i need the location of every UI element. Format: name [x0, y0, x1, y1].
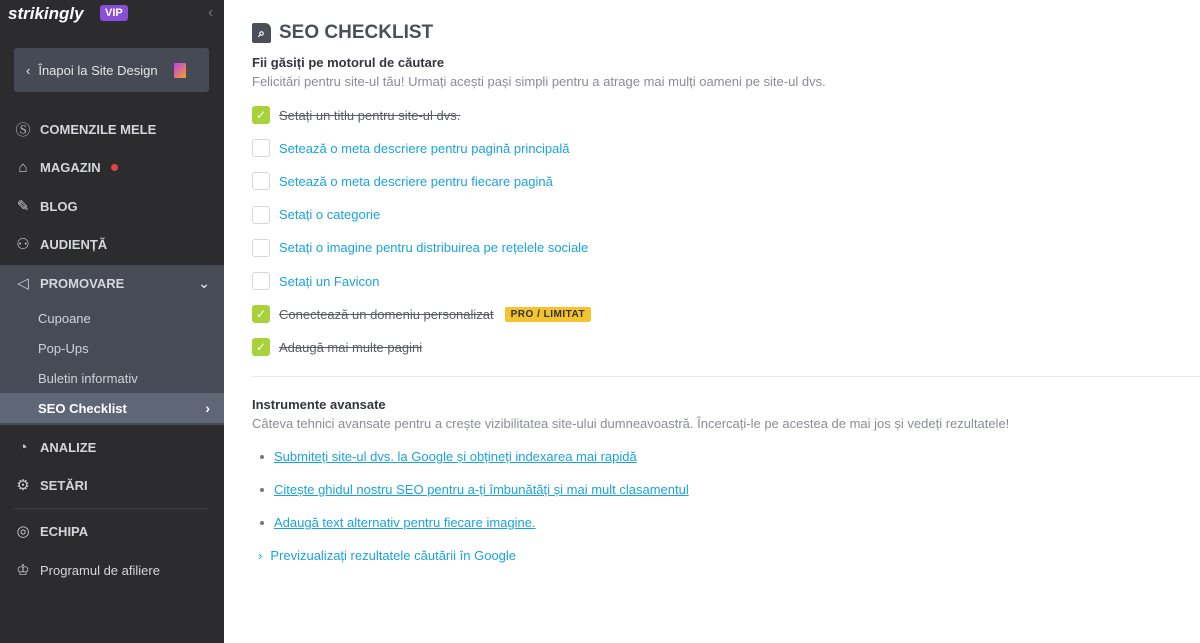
label: ECHIPA	[40, 523, 89, 539]
label: BLOG	[40, 198, 78, 214]
document-icon	[174, 63, 186, 78]
label: Programul de afiliere	[40, 562, 160, 578]
sidebar-subitem-seo-checklist[interactable]	[0, 393, 224, 423]
vip-badge: VIP	[100, 5, 128, 21]
label: SETĂRI	[40, 477, 88, 493]
checklist-label[interactable]: Setați o categorie	[279, 207, 381, 223]
divider	[14, 508, 209, 509]
chevron-right-icon: ›	[258, 548, 263, 563]
link-item	[260, 449, 637, 465]
checklist-label: Adaugă mai multe pagini	[279, 339, 423, 355]
store-icon: ⌂	[18, 158, 28, 176]
checklist-item[interactable]	[252, 205, 380, 225]
pro-limited-badge: PRO / LIMITAT	[505, 307, 591, 322]
link-item	[260, 515, 536, 531]
checkbox[interactable]: ✓	[252, 106, 270, 124]
submit-to-google-link[interactable]: Submiteți site-ul dvs. la Google și obțineți indexarea mai rapidă	[274, 449, 637, 464]
bullet	[260, 521, 264, 525]
label: MAGAZIN	[40, 159, 101, 175]
checkbox[interactable]	[252, 239, 270, 257]
sidebar-subitem-coupons[interactable]: Cupoane	[38, 310, 91, 326]
dollar-icon: Ⓢ	[15, 121, 31, 139]
divider	[252, 376, 1200, 377]
preview-label: Previzualizați rezultatele căutării în Google	[270, 548, 517, 563]
sidebar-subitem-popups[interactable]: Pop-Ups	[38, 340, 89, 356]
main-content	[224, 0, 1200, 643]
megaphone-icon: ◁	[17, 275, 29, 292]
checklist-item[interactable]	[252, 238, 588, 258]
users-icon: ⚇	[16, 236, 30, 253]
collapse-icon[interactable]: ‹	[208, 4, 214, 21]
checklist-item[interactable]	[252, 138, 570, 158]
sidebar-item-orders[interactable]	[0, 110, 224, 148]
alt-text-link[interactable]: Adaugă text alternativ pentru fiecare imagine.	[274, 515, 536, 530]
chevron-left-icon: ‹	[26, 62, 31, 78]
checklist-label[interactable]: Setează o meta descriere pentru pagină principală	[279, 140, 570, 156]
back-label: Înapoi la Site Design	[38, 62, 158, 78]
google-preview-toggle[interactable]	[258, 548, 516, 564]
title-text: SEO CHECKLIST	[279, 22, 434, 43]
seo-guide-link[interactable]: Citește ghidul nostru SEO pentru a-ți îmbunătăți și mai mult clasamentul	[274, 482, 689, 497]
checklist-label: Conectează un domeniu personalizat	[279, 306, 494, 322]
section-intro: Felicitări pentru site-ul tău! Urmați acești pași simpli pentru a atrage mai mulți oameni pe site-ul dvs.	[252, 74, 826, 89]
sidebar-item-audience[interactable]	[0, 225, 224, 263]
label: SEO Checklist	[38, 400, 127, 416]
quill-icon: ✎	[16, 198, 30, 215]
sidebar	[0, 0, 224, 643]
gear-icon: ⚙	[16, 477, 30, 494]
checklist-label[interactable]: Setează o meta descriere pentru fiecare pagină	[279, 173, 553, 189]
chevron-down-icon: ⌄	[198, 274, 210, 291]
sidebar-item-blog[interactable]	[0, 187, 224, 225]
bullet	[260, 488, 264, 492]
sidebar-item-settings[interactable]	[0, 466, 224, 504]
label: AUDIENȚĂ	[40, 236, 108, 252]
chevron-right-icon: ›	[205, 400, 210, 416]
advanced-heading: Instrumente avansate	[252, 397, 386, 412]
sidebar-item-promote[interactable]	[0, 264, 224, 302]
checklist-label[interactable]: Setați un Favicon	[279, 273, 380, 289]
page-title	[252, 22, 433, 44]
checklist-label[interactable]: Setați o imagine pentru distribuirea pe rețelele sociale	[279, 240, 589, 256]
sidebar-item-store[interactable]	[0, 148, 224, 186]
link-item	[260, 482, 689, 498]
checkbox[interactable]	[252, 172, 270, 190]
trophy-icon: ♔	[16, 562, 30, 579]
notification-dot	[111, 164, 118, 171]
logo[interactable]: strikingly	[8, 4, 84, 23]
sidebar-item-affiliate[interactable]	[0, 551, 224, 589]
seo-search-icon: ⌕	[252, 23, 271, 43]
checklist-item[interactable]	[252, 271, 379, 291]
pie-icon: ◔	[18, 438, 28, 456]
label: PROMOVARE	[40, 275, 125, 291]
checkbox[interactable]	[252, 272, 270, 290]
checkbox[interactable]: ✓	[252, 305, 270, 323]
back-to-site-design-button[interactable]	[14, 48, 209, 92]
checklist-item[interactable]	[252, 337, 422, 357]
sidebar-item-analytics[interactable]	[0, 428, 224, 466]
checklist-item[interactable]	[252, 105, 460, 125]
team-icon: ◎	[16, 523, 30, 540]
label: ANALIZE	[40, 439, 97, 455]
checkbox[interactable]: ✓	[252, 338, 270, 356]
sidebar-item-team[interactable]	[0, 512, 224, 550]
checklist-item[interactable]	[252, 304, 591, 324]
checklist-item[interactable]	[252, 171, 553, 191]
checkbox[interactable]	[252, 206, 270, 224]
sidebar-subitem-newsletter[interactable]: Buletin informativ	[38, 370, 138, 386]
label: COMENZILE MELE	[40, 121, 157, 137]
section-heading: Fii găsiți pe motorul de căutare	[252, 55, 445, 70]
checklist-label: Setați un titlu pentru site-ul dvs.	[279, 107, 461, 123]
checkbox[interactable]	[252, 139, 270, 157]
bullet	[260, 455, 264, 459]
advanced-intro: Câteva tehnici avansate pentru a crește vizibilitatea site-ului dumneavoastră. Încercați-le pe acestea de mai jos și vedeți rezultatele!	[252, 416, 1010, 431]
